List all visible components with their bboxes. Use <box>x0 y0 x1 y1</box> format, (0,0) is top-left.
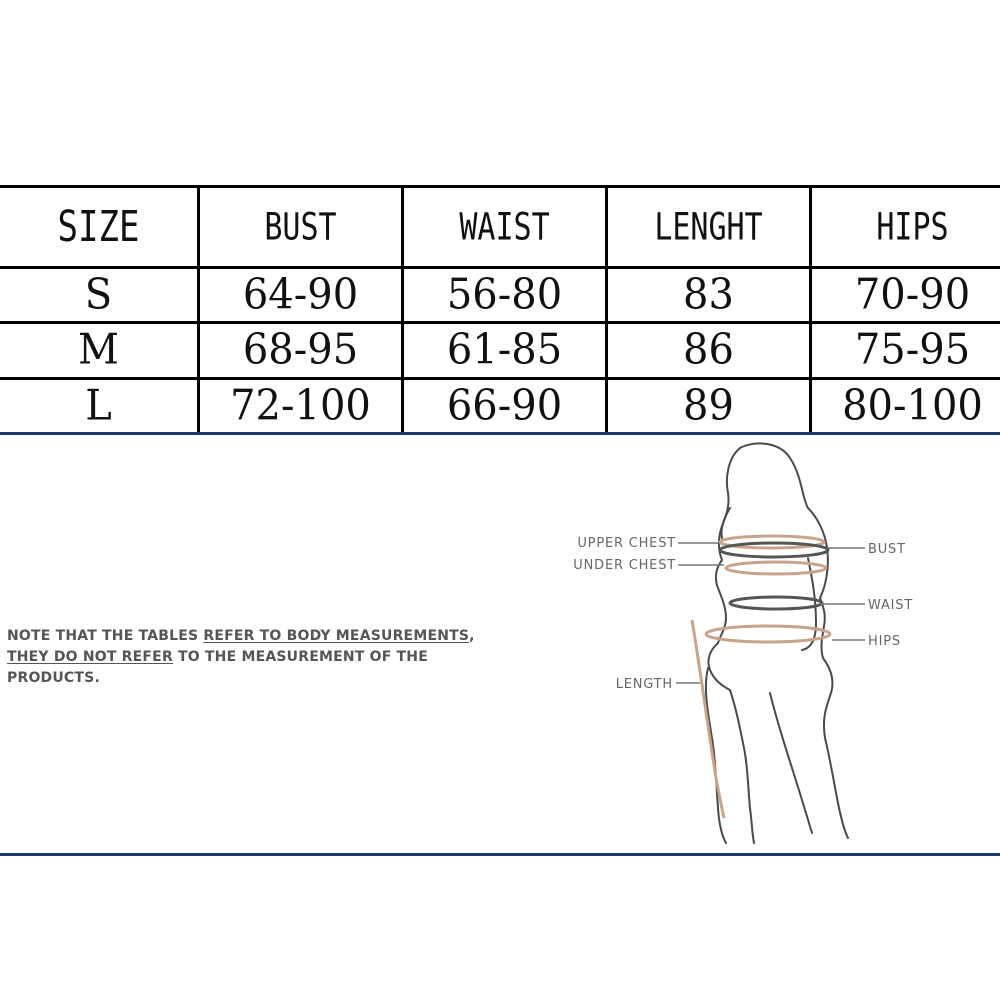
cell-bust: 68-95 <box>199 323 403 378</box>
table-row <box>0 378 1000 433</box>
header-waist: WAIST <box>403 187 607 268</box>
table-header-row <box>0 187 1000 268</box>
bottom-divider <box>0 853 1000 856</box>
label-bust: BUST <box>868 542 906 557</box>
length-line <box>692 620 724 818</box>
cell-waist: 66-90 <box>403 378 607 433</box>
cell-bust: 64-90 <box>199 268 403 323</box>
cell-size: L <box>0 378 199 433</box>
label-length: LENGTH <box>615 677 673 692</box>
cell-length: 83 <box>607 268 811 323</box>
cell-hips: 70-90 <box>811 268 1000 323</box>
cell-length: 89 <box>607 378 811 433</box>
body-silhouette-figure <box>540 438 1000 853</box>
body-measurement-note: NOTE THAT THE TABLES REFER TO BODY MEASUREMENTS, THEY DO NOT REFER TO THE MEASUREMENT OF THE PRODUCTS. <box>7 628 475 686</box>
table-row <box>0 323 1000 378</box>
table-row <box>0 268 1000 323</box>
waist-band <box>730 597 822 609</box>
cell-waist: 56-80 <box>403 268 607 323</box>
cell-bust: 72-100 <box>199 378 403 433</box>
cell-waist: 61-85 <box>403 323 607 378</box>
size-chart-table <box>0 185 1000 435</box>
cell-hips: 75-95 <box>811 323 1000 378</box>
label-hips: HIPS <box>868 634 901 649</box>
leader-lines <box>676 543 865 683</box>
cell-size: S <box>0 268 199 323</box>
cell-size: M <box>0 323 199 378</box>
cell-hips: 80-100 <box>811 378 1000 433</box>
header-size: SIZE <box>0 187 199 268</box>
label-under-chest: UNDER CHEST <box>573 558 676 573</box>
cell-length: 86 <box>607 323 811 378</box>
label-upper-chest: UPPER CHEST <box>577 536 676 551</box>
header-hips: HIPS <box>811 187 1000 268</box>
header-bust: BUST <box>199 187 403 268</box>
under-chest-band <box>726 562 826 574</box>
hips-band <box>706 626 830 642</box>
header-length: LENGHT <box>607 187 811 268</box>
bust-band <box>720 543 828 557</box>
label-waist: WAIST <box>868 598 914 613</box>
